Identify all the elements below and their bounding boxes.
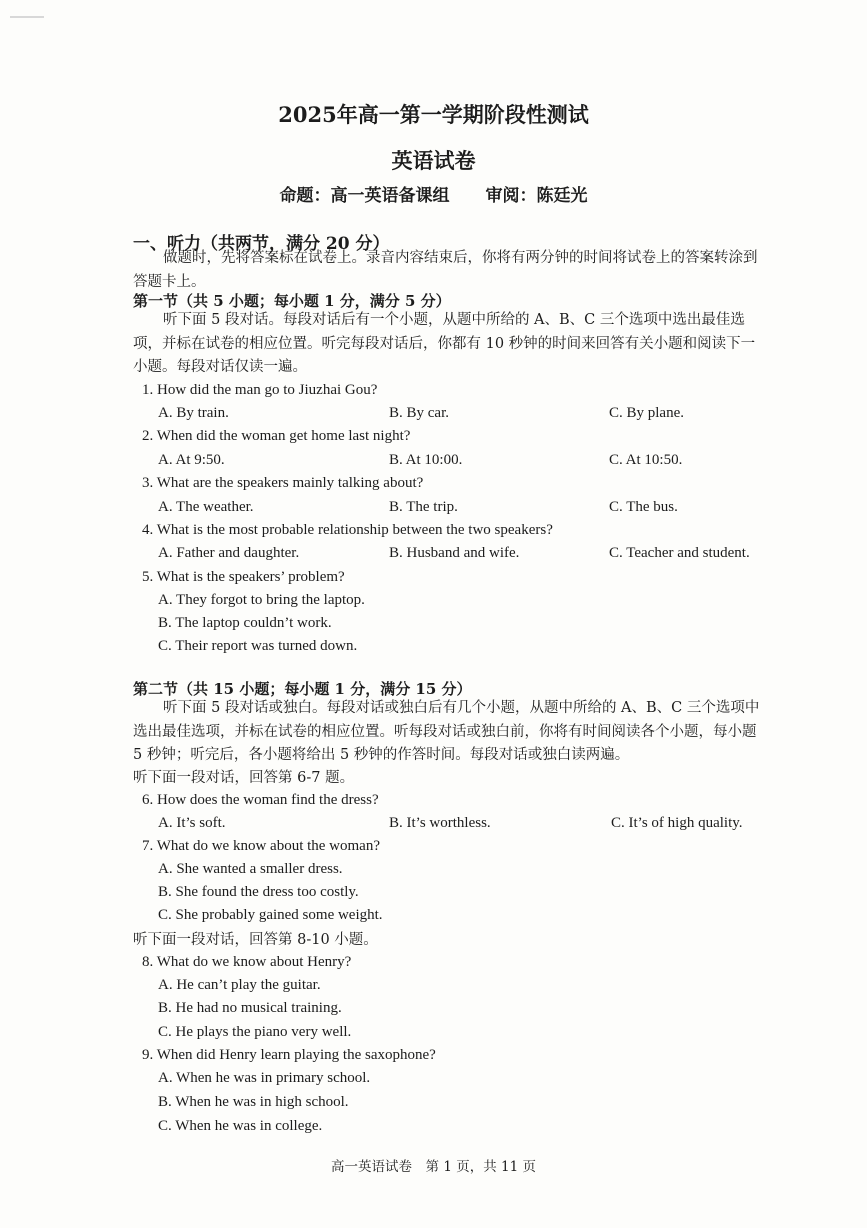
option-c: C. He plays the piano very well. xyxy=(158,1024,352,1040)
exam-subject: 英语试卷 xyxy=(391,148,476,173)
exam-title: 2025年高一第一学期阶段性测试 xyxy=(278,102,589,127)
option-a: A. When he was in primary school. xyxy=(158,1070,371,1086)
option-a: A. Father and daughter. xyxy=(158,545,300,561)
option-c: C. Teacher and student. xyxy=(609,545,750,561)
option-b: B. The trip. xyxy=(389,499,458,515)
question-stem: 1. How did the man go to Jiuzhai Gou? xyxy=(142,382,378,398)
option-a: A. The weather. xyxy=(158,499,254,515)
question-stem: 4. What is the most probable relationship between the two speakers? xyxy=(142,522,553,538)
author-credit: 命题：高一英语备课组 xyxy=(279,186,450,206)
option-c: C. At 10:50. xyxy=(609,452,683,468)
option-b: B. When he was in high school. xyxy=(158,1094,349,1110)
part1-heading: 一、听力（共两节，满分 20 分） xyxy=(133,234,390,254)
question-stem: 3. What are the speakers mainly talking about? xyxy=(142,475,424,491)
option-c: C. The bus. xyxy=(609,499,678,515)
option-b: B. It’s worthless. xyxy=(389,815,491,831)
option-b: B. She found the dress too costly. xyxy=(158,884,359,900)
question-stem: 2. When did the woman get home last night? xyxy=(142,428,411,444)
option-a: A. It’s soft. xyxy=(158,815,226,831)
option-b: B. The laptop couldn’t work. xyxy=(158,615,332,631)
question-stem: 5. What is the speakers’ problem? xyxy=(142,569,345,585)
reviewer-credit: 审阅：陈廷光 xyxy=(485,186,588,206)
option-a: A. She wanted a smaller dress. xyxy=(158,861,343,877)
question-stem: 7. What do we know about the woman? xyxy=(142,838,381,854)
section1-heading: 第一节（共 5 小题；每小题 1 分，满分 5 分） xyxy=(133,292,451,310)
option-c: C. She probably gained some weight. xyxy=(158,907,383,923)
option-c: C. When he was in college. xyxy=(158,1118,323,1134)
option-c: C. It’s of high quality. xyxy=(611,815,743,831)
scan-mark xyxy=(10,16,44,18)
part1-instructions: 做题时，先将答案标在试卷上。录音内容结束后，你将有两分钟的时间将试卷上的答案转涂到答题卡上。 xyxy=(133,250,758,290)
page-footer: 高一英语试卷 第 1 页，共 11 页 xyxy=(331,1159,536,1175)
question-stem: 9. When did Henry learn playing the saxophone? xyxy=(142,1047,436,1063)
lead-in-6-7: 听下面一段对话，回答第 6-7 题。 xyxy=(133,770,355,786)
option-c: C. Their report was turned down. xyxy=(158,638,358,654)
option-b: B. By car. xyxy=(389,405,449,421)
question-stem: 8. What do we know about Henry? xyxy=(142,954,352,970)
option-c: C. By plane. xyxy=(609,405,684,421)
option-a: A. At 9:50. xyxy=(158,452,225,468)
section1-instructions: 听下面 5 段对话。每段对话后有一个小题，从题中所给的 A、B、C 三个选项中选出最佳选项，并标在试卷的相应位置。听完每段对话后，你都有 10 秒钟的时间来回答有关小题和阅读下一小题。每段对话仅读一遍。 xyxy=(133,312,756,375)
section2-heading: 第二节（共 15 小题；每小题 1 分，满分 15 分） xyxy=(133,680,472,698)
option-a: A. By train. xyxy=(158,405,229,421)
section2-instructions: 听下面 5 段对话或独白。每段对话或独白后有几个小题，从题中所给的 A、B、C 三个选项中选出最佳选项，并标在试卷的相应位置。听每段对话或独白前，你将有时间阅读各个小题，每小题 5 秒钟；听完后，各小题将给出 5 秒钟的作答时间。每段对话或独白读两遍。 xyxy=(133,700,760,763)
option-a: A. He can’t play the guitar. xyxy=(158,977,321,993)
option-b: B. At 10:00. xyxy=(389,452,463,468)
lead-in-8-10: 听下面一段对话，回答第 8-10 小题。 xyxy=(133,932,378,948)
option-a: A. They forgot to bring the laptop. xyxy=(158,592,365,608)
option-b: B. Husband and wife. xyxy=(389,545,520,561)
exam-byline xyxy=(0,181,867,206)
option-b: B. He had no musical training. xyxy=(158,1000,342,1016)
question-stem: 6. How does the woman find the dress? xyxy=(142,792,379,808)
